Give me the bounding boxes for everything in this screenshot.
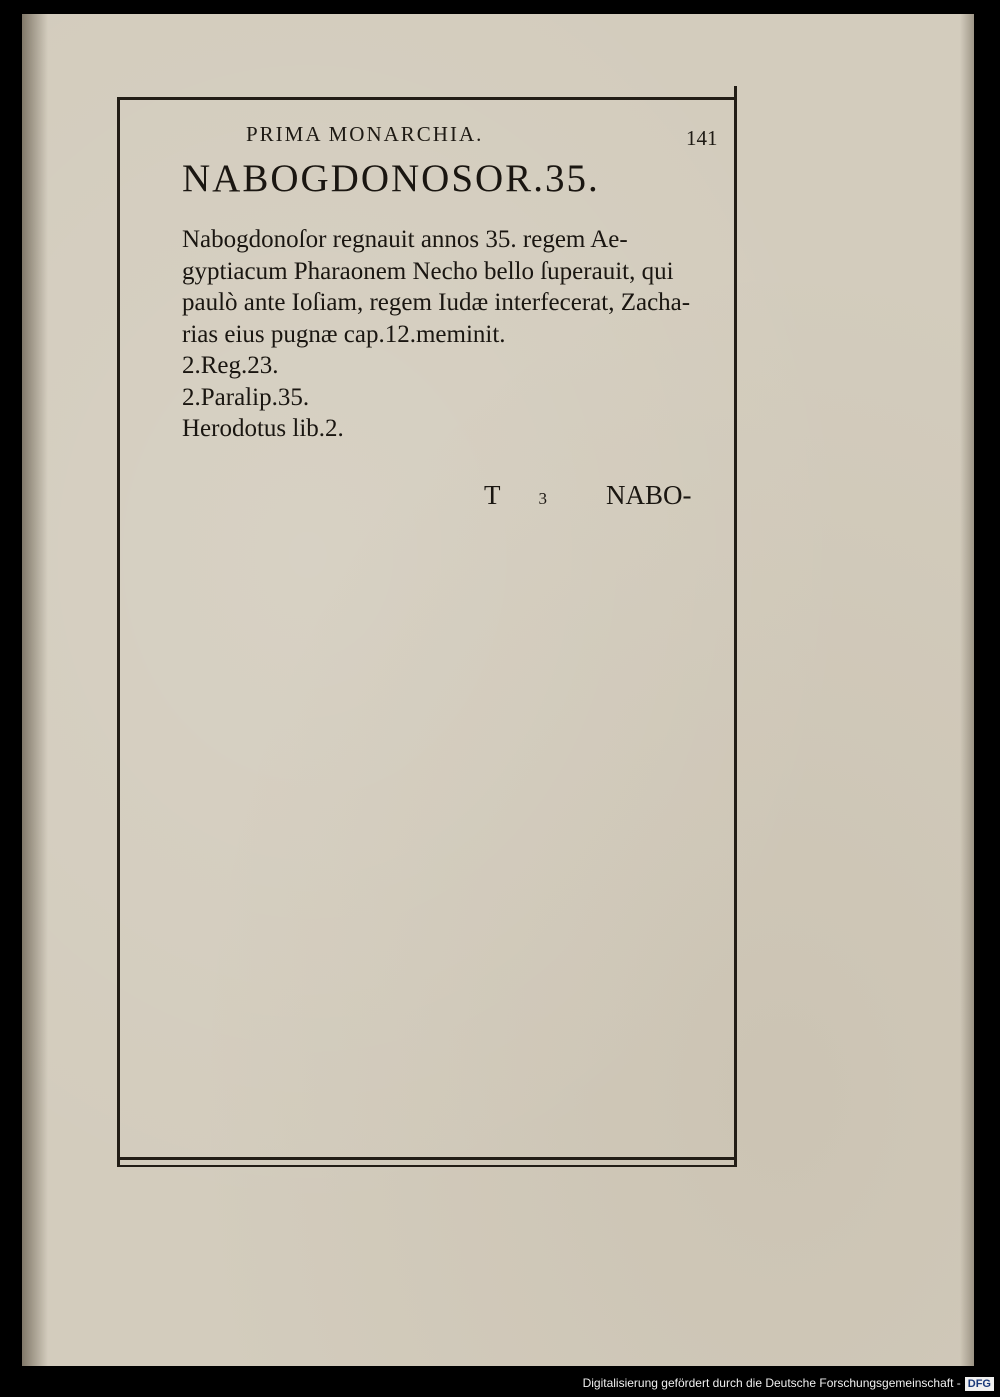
page-edge-shadow bbox=[960, 14, 974, 1366]
body-line: rias eius pugnæ cap.12.meminit. bbox=[182, 320, 506, 348]
reference-line: 2.Reg.23. bbox=[182, 352, 279, 379]
dfg-logo-icon: DFG bbox=[965, 1377, 994, 1391]
chapter-title: NABOGDONOSOR.35. bbox=[182, 157, 600, 200]
frame-rule-left bbox=[117, 97, 120, 1167]
reference-line: 2.Paralip.35. bbox=[182, 383, 310, 411]
page-number: 141 bbox=[686, 126, 718, 150]
body-line: gyptiacum Pharaonem Necho bello ſuperauit, qui bbox=[182, 257, 674, 285]
frame-rule-bottom bbox=[117, 1157, 737, 1160]
book-page bbox=[22, 14, 974, 1366]
signature-letter: T bbox=[484, 480, 501, 510]
frame-rule-top bbox=[117, 97, 737, 100]
signature-number: 3 bbox=[538, 489, 547, 508]
frame-rule-bottom-double bbox=[117, 1165, 737, 1167]
body-line: paulò ante Ioſiam, regem Iudæ interfecerat, Zacha- bbox=[182, 289, 691, 316]
body-line: Nabogdonoſor regnauit annos 35. regem Ae- bbox=[182, 226, 628, 253]
credit-text: Digitalisierung gefördert durch die Deutsche Forschungsgemeinschaft - bbox=[582, 1376, 961, 1390]
catchword: NABO- bbox=[606, 480, 692, 510]
gutter-shadow bbox=[22, 14, 48, 1366]
signature-mark bbox=[484, 480, 547, 511]
body-text bbox=[182, 224, 742, 445]
running-head: PRIMA MONARCHIA. bbox=[246, 122, 484, 146]
reference-line: Herodotus lib.2. bbox=[182, 415, 344, 442]
digitization-credit bbox=[583, 1373, 994, 1393]
